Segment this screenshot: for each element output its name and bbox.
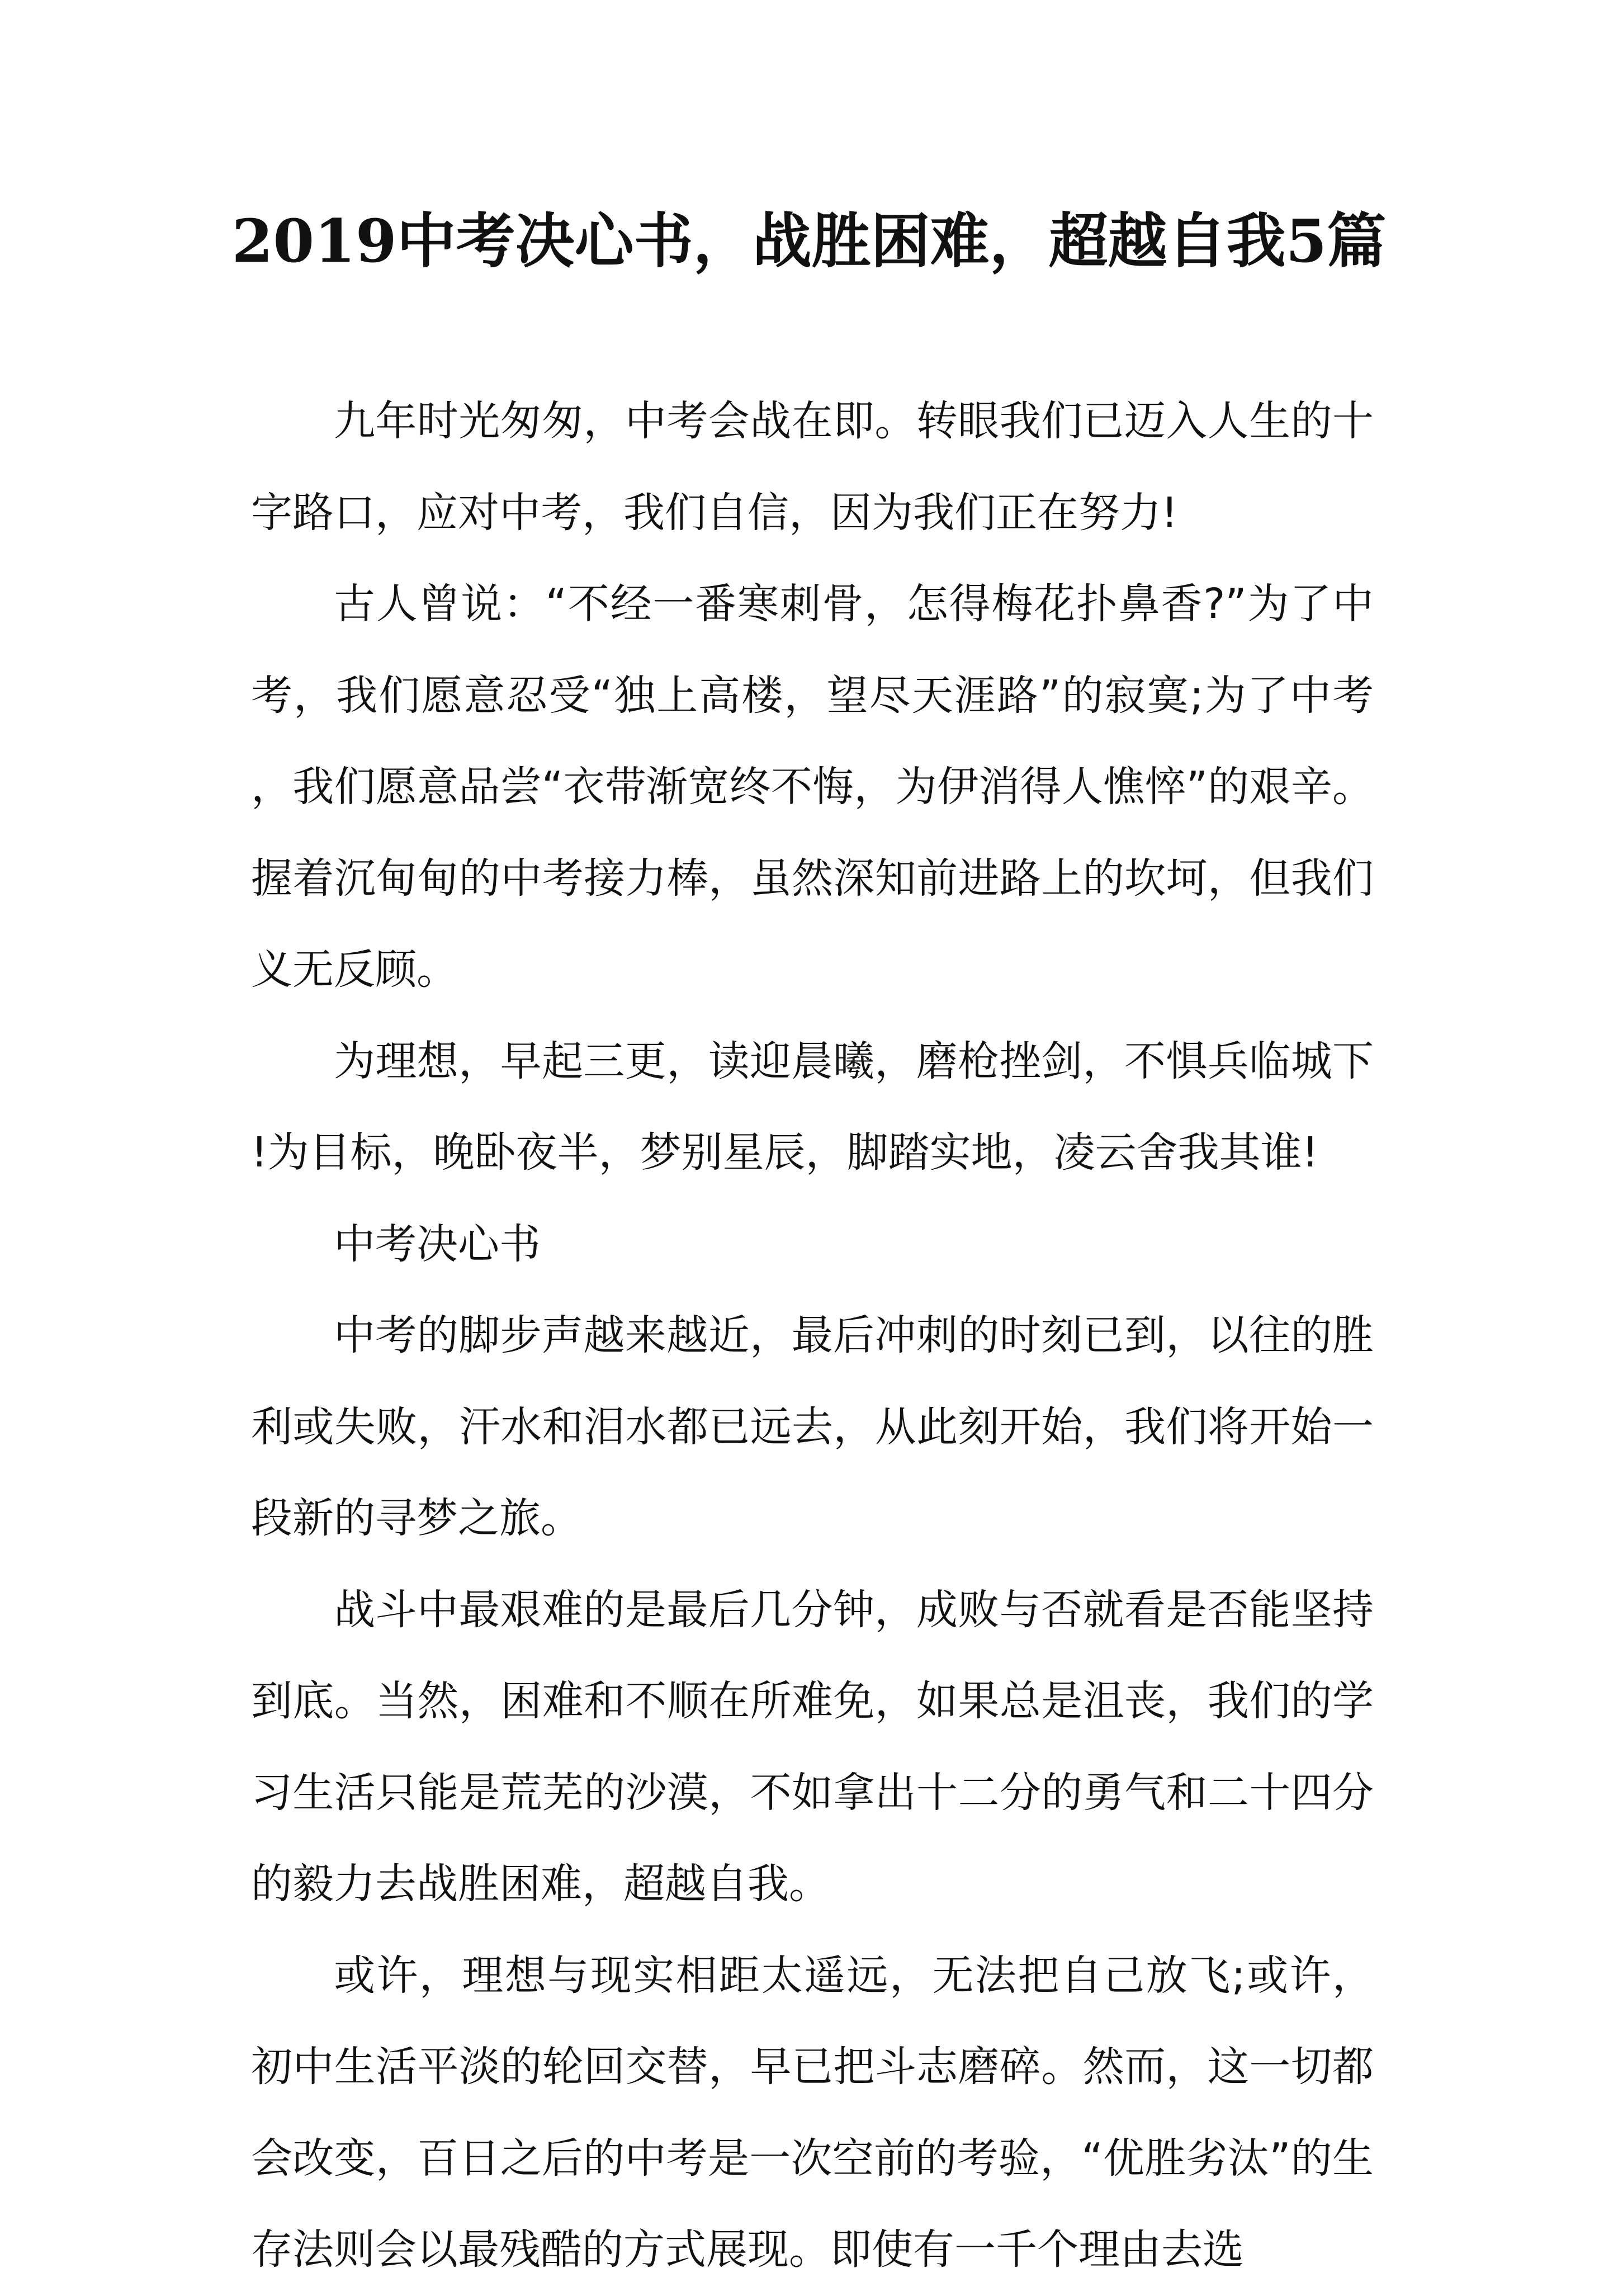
document-body xyxy=(251,376,1374,2296)
paragraph-4: 中考的脚步声越来越近，最后冲刺的时刻已到，以往的胜利或失败，汗水和泪水都已远去，从此刻开始，我们将开始一段新的寻梦之旅。 xyxy=(251,1311,1374,1542)
paragraph-2: 古人曾说：“不经一番寒刺骨，怎得梅花扑鼻香?”为了中考，我们愿意忍受“独上高楼，望尽天涯路”的寂寞;为了中考，我们愿意品尝“衣带渐宽终不悔，为伊消得人憔悴”的艰辛。握着沉甸甸的中考接力棒，虽然深知前进路上的坎坷，但我们义无反顾。 xyxy=(251,580,1374,994)
paragraph-6: 或许，理想与现实相距太遥远，无法把自己放飞;或许，初中生活平淡的轮回交替，早已把斗志磨碎。然而，这一切都会改变，百日之后的中考是一次空前的考验，“优胜劣汰”的生存法则会以最残酷的方式展现。即使有一千个理由去选 xyxy=(251,1951,1374,2274)
paragraph-1: 九年时光匆匆，中考会战在即。转眼我们已迈入人生的十字路口，应对中考，我们自信，因为我们正在努力! xyxy=(251,397,1374,537)
paragraph-3: 为理想，早起三更，读迎晨曦，磨枪挫剑，不惧兵临城下!为目标，晚卧夜半，梦别星辰，脚踏实地，凌云舍我其谁! xyxy=(251,1037,1374,1177)
document-title: 2019中考决心书，战胜困难，超越自我5篇 xyxy=(231,206,1387,276)
paragraph-5: 战斗中最艰难的是最后几分钟，成败与否就看是否能坚持到底。当然，困难和不顺在所难免，如果总是沮丧，我们的学习生活只能是荒芜的沙漠，不如拿出十二分的勇气和二十四分的毅力去战胜困难，超越自我。 xyxy=(251,1585,1374,1908)
section-heading: 中考决心书 xyxy=(334,1220,541,1268)
